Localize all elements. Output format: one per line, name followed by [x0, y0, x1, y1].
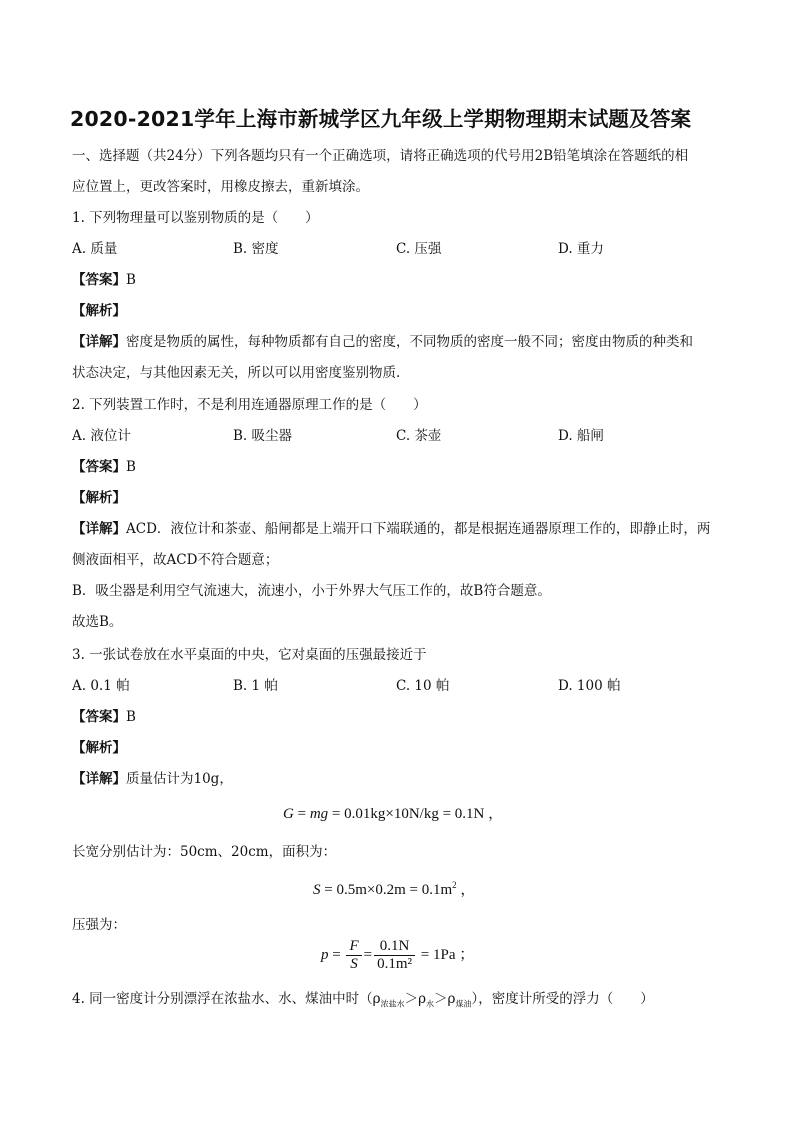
document-title: 2020-2021学年上海市新城学区九年级上学期物理期末试题及答案 [70, 107, 692, 131]
q3-option-c: C. 10 帕 [396, 678, 450, 694]
eq3-lhs: p [321, 946, 329, 963]
q3-detail-line3: 压强为： [72, 917, 126, 933]
q4-sub-water: 水 [426, 999, 435, 1009]
section-instruction-line2: 应位置上，更改答案时，用橡皮擦去，重新填涂。 [72, 179, 369, 195]
detail-tag: 【详解】 [72, 334, 126, 350]
eq2-lhs: S [313, 882, 321, 898]
answer-tag: 【答案】 [72, 709, 126, 725]
q4-stem-part1: 4. 同一密度计分别漂浮在浓盐水、水、煤油中时（ρ [72, 991, 381, 1007]
eq2-rest: = 0.5m×0.2m = 0.1m [320, 882, 453, 898]
q3-detail-line2: 长宽分别估计为：50cm、20cm，面积为： [72, 844, 337, 860]
q4-gt1: ＞ρ [404, 991, 427, 1007]
q1-option-b: B. 密度 [233, 241, 279, 257]
q3-detail-line1 [72, 770, 233, 788]
detail-tag: 【详解】 [72, 771, 126, 787]
eq1-mg: mg [309, 806, 329, 822]
fraction-values [374, 938, 415, 973]
eq3-numerator-f: F [346, 938, 361, 956]
eq1-equals: = [293, 806, 310, 822]
equation-area [313, 876, 475, 899]
q2-answer-value: B [126, 459, 136, 475]
q4-sub-kerosene: 煤油 [455, 999, 472, 1009]
q4-stem-part2: ），密度计所受的浮力（ ） [471, 991, 654, 1007]
q1-analysis-tag: 【解析】 [72, 303, 126, 319]
q1-option-c: C. 压强 [396, 241, 442, 257]
q2-detail-line3: B．吸尘器是利用空气流速大，流速小，小于外界大气压工作的，故B符合题意。 [72, 583, 551, 599]
q4-sub-brine: 浓盐水 [380, 999, 405, 1009]
q2-option-c: C. 茶壶 [396, 428, 442, 444]
q3-answer [72, 708, 136, 726]
q3-option-d: D. 100 帕 [558, 678, 621, 694]
q1-option-d: D. 重力 [558, 241, 604, 257]
q2-analysis-tag: 【解析】 [72, 490, 126, 506]
q2-option-a: A. 液位计 [72, 428, 131, 444]
q4-stem [72, 990, 654, 1014]
q2-option-d: D. 船闸 [558, 428, 604, 444]
q3-option-a: A. 0.1 帕 [72, 678, 130, 694]
q1-option-a: A. 质量 [72, 241, 118, 257]
detail-tag: 【详解】 [72, 521, 126, 537]
eq3-equals: = [328, 946, 345, 963]
equation-pressure [321, 938, 474, 973]
eq1-rest: = 0.01kg×10N/kg = 0.1N ， [328, 806, 504, 822]
q2-detail-line1 [72, 520, 710, 538]
eq2-end: ， [456, 882, 476, 898]
q2-conclusion: 故选B。 [72, 614, 123, 630]
q2-option-b: B. 吸尘器 [233, 428, 293, 444]
q3-detail-text: 质量估计为10g， [126, 771, 233, 787]
eq3-numerator-value: 0.1N [374, 938, 415, 956]
q2-detail-line2: 侧液面相平，故ACD不符合题意； [72, 552, 279, 568]
q3-option-b: B. 1 帕 [233, 678, 278, 694]
eq3-denominator-s: S [350, 956, 358, 972]
q2-stem: 2. 下列装置工作时，不是利用连通器原理工作的是（ ） [72, 397, 427, 413]
eq3-denominator-value: 0.1m² [377, 956, 413, 972]
eq3-equals-2: = [363, 946, 373, 963]
answer-tag: 【答案】 [72, 272, 126, 288]
q3-answer-value: B [126, 709, 136, 725]
eq3-rest: = 1Pa ； [417, 946, 475, 963]
fraction-f-over-s [346, 938, 361, 973]
q1-stem: 1. 下列物理量可以鉴别物质的是（ ） [72, 210, 319, 226]
q3-stem: 3. 一张试卷放在水平桌面的中央，它对桌面的压强最接近于 [72, 647, 427, 663]
q2-answer [72, 458, 136, 476]
q1-detail-line1 [72, 333, 693, 351]
q2-detail-text: ACD．液位计和茶壶、船闸都是上端开口下端联通的，都是根据连通器原理工作的，即静止时，两 [126, 521, 711, 537]
q1-detail-line2: 状态决定，与其他因素无关，所以可以用密度鉴别物质. [72, 365, 401, 381]
eq2-sup: 2 [452, 880, 457, 890]
q1-answer-value: B [126, 272, 136, 288]
eq1-lhs: G [283, 806, 294, 822]
q3-analysis-tag: 【解析】 [72, 740, 126, 756]
section-instruction-line1: 一、选择题（共24分）下列各题均只有一个正确选项，请将正确选项的代号用2B铅笔填涂在答题纸的相 [72, 148, 689, 164]
answer-tag: 【答案】 [72, 459, 126, 475]
q1-detail-text: 密度是物质的属性，每种物质都有自己的密度，不同物质的密度一般不同；密度由物质的种类和 [126, 334, 693, 350]
q4-gt2: ＞ρ [434, 991, 456, 1007]
equation-weight [283, 805, 503, 823]
q1-answer [72, 271, 136, 289]
